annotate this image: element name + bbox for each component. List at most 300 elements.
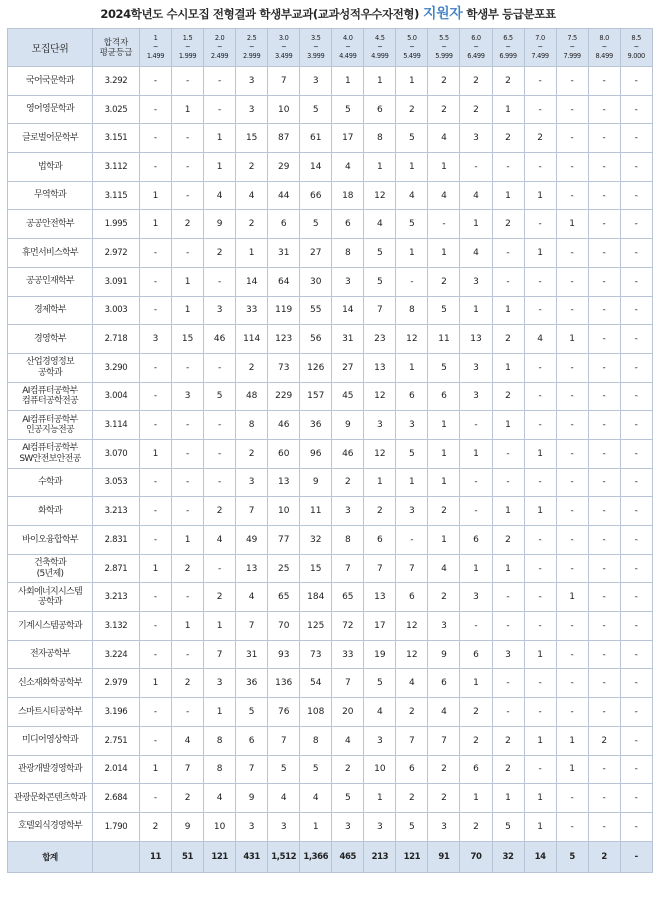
total-cell: 51 bbox=[172, 841, 204, 872]
range-start: 5.5 bbox=[439, 34, 449, 42]
count-cell: - bbox=[620, 755, 652, 784]
count-cell: 3 bbox=[364, 726, 396, 755]
dept-name: 기계시스템공학과 bbox=[8, 612, 93, 641]
count-cell: - bbox=[588, 210, 620, 239]
range-end: 8.499 bbox=[595, 52, 613, 60]
table-row bbox=[8, 411, 653, 440]
count-cell: - bbox=[204, 468, 236, 497]
range-start: 3.5 bbox=[310, 34, 321, 42]
count-cell: 2 bbox=[236, 439, 268, 468]
count-cell: 1 bbox=[428, 526, 460, 555]
count-cell: 54 bbox=[300, 669, 332, 698]
count-cell: 2 bbox=[236, 353, 268, 382]
dept-name: AI컴퓨터공학부 컴퓨터공학전공 bbox=[8, 382, 93, 411]
avg-grade: 3.025 bbox=[93, 95, 140, 124]
header-avg-line2: 평균등급 bbox=[99, 47, 133, 58]
total-cell: 431 bbox=[236, 841, 268, 872]
count-cell: 2 bbox=[332, 468, 364, 497]
table-row bbox=[8, 95, 653, 124]
count-cell: - bbox=[172, 439, 204, 468]
total-cell: 14 bbox=[524, 841, 556, 872]
count-cell: 1 bbox=[140, 755, 172, 784]
header-range-5 bbox=[300, 29, 332, 67]
range-end: 6.999 bbox=[499, 52, 517, 60]
count-cell: 6 bbox=[364, 526, 396, 555]
count-cell: 1 bbox=[556, 726, 588, 755]
count-cell: - bbox=[172, 583, 204, 612]
count-cell: - bbox=[620, 124, 652, 153]
count-cell: 46 bbox=[332, 439, 364, 468]
count-cell: 1 bbox=[460, 439, 492, 468]
count-cell: - bbox=[204, 554, 236, 583]
total-cell: - bbox=[620, 841, 652, 872]
header-range-1 bbox=[172, 29, 204, 67]
range-tilde: ~ bbox=[505, 43, 511, 51]
count-cell: 1 bbox=[428, 468, 460, 497]
count-cell: 1 bbox=[396, 153, 428, 182]
count-cell: 10 bbox=[204, 812, 236, 841]
count-cell: 1 bbox=[364, 153, 396, 182]
count-cell: 9 bbox=[172, 812, 204, 841]
count-cell: - bbox=[588, 554, 620, 583]
avg-grade: 3.196 bbox=[93, 698, 140, 727]
count-cell: 8 bbox=[396, 296, 428, 325]
total-cell: 5 bbox=[556, 841, 588, 872]
count-cell: 108 bbox=[300, 698, 332, 727]
count-cell: - bbox=[556, 95, 588, 124]
count-cell: 1 bbox=[428, 411, 460, 440]
count-cell: - bbox=[620, 812, 652, 841]
dept-name: 관광문화콘텐츠학과 bbox=[8, 784, 93, 813]
count-cell: - bbox=[140, 153, 172, 182]
count-cell: 4 bbox=[460, 239, 492, 268]
count-cell: 2 bbox=[140, 812, 172, 841]
count-cell: - bbox=[140, 612, 172, 641]
count-cell: 1 bbox=[492, 181, 524, 210]
count-cell: - bbox=[492, 267, 524, 296]
count-cell: - bbox=[556, 497, 588, 526]
count-cell: 1 bbox=[428, 239, 460, 268]
header-range-6 bbox=[332, 29, 364, 67]
count-cell: 1 bbox=[364, 468, 396, 497]
count-cell: 4 bbox=[204, 181, 236, 210]
count-cell: - bbox=[204, 439, 236, 468]
avg-grade: 3.213 bbox=[93, 497, 140, 526]
count-cell: 1 bbox=[524, 439, 556, 468]
count-cell: 2 bbox=[236, 210, 268, 239]
header-range-11 bbox=[492, 29, 524, 67]
dept-name: 경영학부 bbox=[8, 325, 93, 354]
count-cell: - bbox=[524, 382, 556, 411]
count-cell: 126 bbox=[300, 353, 332, 382]
avg-grade: 2.014 bbox=[93, 755, 140, 784]
range-tilde: ~ bbox=[377, 43, 383, 51]
range-tilde: ~ bbox=[601, 43, 607, 51]
count-cell: - bbox=[460, 153, 492, 182]
count-cell: 65 bbox=[268, 583, 300, 612]
count-cell: - bbox=[588, 239, 620, 268]
count-cell: - bbox=[620, 382, 652, 411]
count-cell: 2 bbox=[460, 698, 492, 727]
header-range-10 bbox=[460, 29, 492, 67]
avg-grade: 3.003 bbox=[93, 296, 140, 325]
count-cell: 25 bbox=[268, 554, 300, 583]
count-cell: 17 bbox=[332, 124, 364, 153]
count-cell: - bbox=[556, 353, 588, 382]
count-cell: - bbox=[396, 267, 428, 296]
count-cell: - bbox=[556, 67, 588, 96]
count-cell: - bbox=[620, 583, 652, 612]
count-cell: 5 bbox=[396, 812, 428, 841]
count-cell: 1 bbox=[204, 153, 236, 182]
count-cell: 2 bbox=[492, 726, 524, 755]
count-cell: 55 bbox=[300, 296, 332, 325]
count-cell: - bbox=[588, 612, 620, 641]
totals-label: 합계 bbox=[8, 841, 93, 872]
range-tilde: ~ bbox=[249, 43, 255, 51]
count-cell: 4 bbox=[364, 698, 396, 727]
count-cell: 3 bbox=[460, 267, 492, 296]
count-cell: - bbox=[620, 640, 652, 669]
count-cell: 87 bbox=[268, 124, 300, 153]
count-cell: 2 bbox=[492, 755, 524, 784]
count-cell: - bbox=[524, 554, 556, 583]
count-cell: 36 bbox=[236, 669, 268, 698]
count-cell: 4 bbox=[428, 181, 460, 210]
avg-grade: 2.684 bbox=[93, 784, 140, 813]
count-cell: 5 bbox=[428, 353, 460, 382]
count-cell: - bbox=[620, 439, 652, 468]
total-cell: 213 bbox=[364, 841, 396, 872]
table-row bbox=[8, 640, 653, 669]
range-start: 6.5 bbox=[503, 34, 513, 42]
count-cell: 1 bbox=[172, 296, 204, 325]
dept-name: AI컴퓨터공학부 인공지능전공 bbox=[8, 411, 93, 440]
avg-grade: 3.292 bbox=[93, 67, 140, 96]
count-cell: - bbox=[588, 296, 620, 325]
count-cell: 13 bbox=[236, 554, 268, 583]
count-cell: - bbox=[524, 153, 556, 182]
count-cell: 36 bbox=[300, 411, 332, 440]
count-cell: - bbox=[588, 411, 620, 440]
count-cell: 10 bbox=[268, 497, 300, 526]
count-cell: 15 bbox=[172, 325, 204, 354]
range-end: 3.499 bbox=[275, 52, 293, 60]
count-cell: 1 bbox=[460, 784, 492, 813]
count-cell: 1 bbox=[364, 784, 396, 813]
range-end: 7.999 bbox=[563, 52, 581, 60]
dept-name: 신소재화학공학부 bbox=[8, 669, 93, 698]
range-end: 5.999 bbox=[435, 52, 453, 60]
count-cell: 1 bbox=[556, 755, 588, 784]
count-cell: 73 bbox=[300, 640, 332, 669]
count-cell: 3 bbox=[236, 67, 268, 96]
table-row bbox=[8, 181, 653, 210]
count-cell: 2 bbox=[172, 554, 204, 583]
count-cell: - bbox=[428, 210, 460, 239]
count-cell: 1 bbox=[204, 612, 236, 641]
count-cell: 4 bbox=[204, 526, 236, 555]
table-row bbox=[8, 353, 653, 382]
count-cell: 93 bbox=[268, 640, 300, 669]
header-avg-line1: 합격자 bbox=[103, 37, 129, 48]
count-cell: 1 bbox=[140, 554, 172, 583]
count-cell: 11 bbox=[300, 497, 332, 526]
count-cell: - bbox=[620, 554, 652, 583]
count-cell: 3 bbox=[364, 411, 396, 440]
count-cell: 1 bbox=[236, 239, 268, 268]
count-cell: 3 bbox=[236, 812, 268, 841]
count-cell: - bbox=[172, 411, 204, 440]
dept-name: 무역학과 bbox=[8, 181, 93, 210]
count-cell: 4 bbox=[332, 153, 364, 182]
count-cell: 12 bbox=[396, 640, 428, 669]
count-cell: - bbox=[620, 325, 652, 354]
count-cell: 3 bbox=[332, 812, 364, 841]
range-tilde: ~ bbox=[281, 43, 287, 51]
count-cell: 2 bbox=[172, 210, 204, 239]
count-cell: - bbox=[172, 181, 204, 210]
count-cell: - bbox=[140, 583, 172, 612]
table-row bbox=[8, 210, 653, 239]
count-cell: 9 bbox=[300, 468, 332, 497]
count-cell: 31 bbox=[236, 640, 268, 669]
table-row bbox=[8, 239, 653, 268]
count-cell: - bbox=[620, 726, 652, 755]
count-cell: 2 bbox=[524, 124, 556, 153]
count-cell: 4 bbox=[236, 583, 268, 612]
count-cell: 4 bbox=[236, 181, 268, 210]
count-cell: - bbox=[588, 439, 620, 468]
count-cell: 46 bbox=[268, 411, 300, 440]
count-cell: - bbox=[588, 181, 620, 210]
count-cell: 7 bbox=[172, 755, 204, 784]
range-end: 4.999 bbox=[371, 52, 389, 60]
dept-name: AI컴퓨터공학부 SW안전보안전공 bbox=[8, 439, 93, 468]
count-cell: 56 bbox=[300, 325, 332, 354]
count-cell: - bbox=[556, 669, 588, 698]
count-cell: 1 bbox=[460, 554, 492, 583]
count-cell: - bbox=[588, 153, 620, 182]
avg-grade: 3.053 bbox=[93, 468, 140, 497]
count-cell: - bbox=[620, 698, 652, 727]
avg-grade: 3.091 bbox=[93, 267, 140, 296]
count-cell: 14 bbox=[332, 296, 364, 325]
count-cell: 1 bbox=[172, 267, 204, 296]
count-cell: 64 bbox=[268, 267, 300, 296]
count-cell: 5 bbox=[428, 296, 460, 325]
header-range-13 bbox=[556, 29, 588, 67]
count-cell: - bbox=[524, 95, 556, 124]
count-cell: 13 bbox=[364, 353, 396, 382]
count-cell: - bbox=[524, 411, 556, 440]
dept-name: 스마트시티공학부 bbox=[8, 698, 93, 727]
count-cell: - bbox=[620, 267, 652, 296]
dept-name: 공공인재학부 bbox=[8, 267, 93, 296]
count-cell: 61 bbox=[300, 124, 332, 153]
count-cell: 1 bbox=[492, 296, 524, 325]
header-range-3 bbox=[236, 29, 268, 67]
count-cell: - bbox=[204, 353, 236, 382]
count-cell: - bbox=[524, 296, 556, 325]
count-cell: 4 bbox=[268, 784, 300, 813]
range-end: 1.999 bbox=[178, 52, 197, 60]
count-cell: 2 bbox=[492, 325, 524, 354]
header-range-4 bbox=[268, 29, 300, 67]
header-range-7 bbox=[364, 29, 396, 67]
dept-name: 미디어영상학과 bbox=[8, 726, 93, 755]
dept-name: 법학과 bbox=[8, 153, 93, 182]
count-cell: 3 bbox=[396, 411, 428, 440]
count-cell: 13 bbox=[268, 468, 300, 497]
count-cell: 8 bbox=[300, 726, 332, 755]
range-start: 8.5 bbox=[631, 34, 642, 42]
count-cell: - bbox=[460, 411, 492, 440]
count-cell: 2 bbox=[204, 497, 236, 526]
count-cell: - bbox=[140, 353, 172, 382]
count-cell: - bbox=[524, 353, 556, 382]
count-cell: - bbox=[524, 267, 556, 296]
header-range-8 bbox=[396, 29, 428, 67]
count-cell: 2 bbox=[588, 726, 620, 755]
count-cell: 7 bbox=[396, 726, 428, 755]
dept-name: 관광개발경영학과 bbox=[8, 755, 93, 784]
count-cell: 5 bbox=[300, 210, 332, 239]
count-cell: 184 bbox=[300, 583, 332, 612]
count-cell: 7 bbox=[364, 554, 396, 583]
count-cell: 12 bbox=[364, 382, 396, 411]
count-cell: - bbox=[140, 640, 172, 669]
count-cell: - bbox=[588, 640, 620, 669]
count-cell: - bbox=[556, 411, 588, 440]
dept-name: 산업경영정보 공학과 bbox=[8, 353, 93, 382]
count-cell: 123 bbox=[268, 325, 300, 354]
count-cell: 3 bbox=[460, 353, 492, 382]
table-row bbox=[8, 726, 653, 755]
table-row bbox=[8, 612, 653, 641]
count-cell: 1 bbox=[460, 210, 492, 239]
total-cell: 465 bbox=[332, 841, 364, 872]
count-cell: - bbox=[556, 267, 588, 296]
count-cell: 3 bbox=[236, 95, 268, 124]
count-cell: - bbox=[140, 526, 172, 555]
count-cell: 4 bbox=[396, 669, 428, 698]
count-cell: 2 bbox=[428, 67, 460, 96]
count-cell: - bbox=[588, 124, 620, 153]
range-start: 2.5 bbox=[246, 34, 257, 42]
avg-grade: 2.871 bbox=[93, 554, 140, 583]
avg-grade: 2.751 bbox=[93, 726, 140, 755]
count-cell: 10 bbox=[268, 95, 300, 124]
dept-name: 휴먼서비스학부 bbox=[8, 239, 93, 268]
count-cell: 7 bbox=[236, 755, 268, 784]
range-start: 4.0 bbox=[343, 34, 353, 42]
table-row bbox=[8, 554, 653, 583]
count-cell: - bbox=[140, 497, 172, 526]
count-cell: 119 bbox=[268, 296, 300, 325]
count-cell: 8 bbox=[364, 124, 396, 153]
count-cell: 136 bbox=[268, 669, 300, 698]
count-cell: 1 bbox=[140, 669, 172, 698]
count-cell: - bbox=[620, 95, 652, 124]
count-cell: - bbox=[588, 468, 620, 497]
count-cell: - bbox=[140, 239, 172, 268]
count-cell: 14 bbox=[236, 267, 268, 296]
count-cell: 4 bbox=[428, 554, 460, 583]
count-cell: 3 bbox=[460, 124, 492, 153]
dept-name: 글로벌어문학부 bbox=[8, 124, 93, 153]
count-cell: 1 bbox=[172, 95, 204, 124]
count-cell: 2 bbox=[236, 153, 268, 182]
count-cell: 5 bbox=[492, 812, 524, 841]
count-cell: - bbox=[140, 67, 172, 96]
count-cell: 20 bbox=[332, 698, 364, 727]
range-tilde: ~ bbox=[537, 43, 543, 51]
count-cell: 5 bbox=[364, 669, 396, 698]
count-cell: 2 bbox=[204, 583, 236, 612]
avg-grade: 2.979 bbox=[93, 669, 140, 698]
count-cell: - bbox=[492, 698, 524, 727]
count-cell: 4 bbox=[300, 784, 332, 813]
range-end: 6.499 bbox=[467, 52, 485, 60]
count-cell: - bbox=[172, 353, 204, 382]
title-suffix: 학생부 등급분포표 bbox=[466, 7, 556, 21]
count-cell: - bbox=[204, 95, 236, 124]
count-cell: 9 bbox=[236, 784, 268, 813]
count-cell: - bbox=[204, 411, 236, 440]
count-cell: 3 bbox=[492, 640, 524, 669]
count-cell: 31 bbox=[332, 325, 364, 354]
total-cell: 121 bbox=[396, 841, 428, 872]
count-cell: - bbox=[492, 239, 524, 268]
count-cell: - bbox=[556, 181, 588, 210]
range-start: 5.0 bbox=[407, 34, 417, 42]
count-cell: - bbox=[524, 583, 556, 612]
count-cell: 5 bbox=[364, 267, 396, 296]
count-cell: - bbox=[140, 698, 172, 727]
count-cell: - bbox=[140, 726, 172, 755]
count-cell: 125 bbox=[300, 612, 332, 641]
count-cell: 1 bbox=[492, 353, 524, 382]
count-cell: 4 bbox=[428, 698, 460, 727]
avg-grade: 3.114 bbox=[93, 411, 140, 440]
range-start: 4.5 bbox=[375, 34, 385, 42]
count-cell: 49 bbox=[236, 526, 268, 555]
count-cell: - bbox=[524, 526, 556, 555]
count-cell: 2 bbox=[428, 755, 460, 784]
count-cell: 5 bbox=[300, 755, 332, 784]
count-cell: - bbox=[556, 640, 588, 669]
count-cell: 3 bbox=[140, 325, 172, 354]
count-cell: 1 bbox=[300, 812, 332, 841]
table-row bbox=[8, 325, 653, 354]
count-cell: - bbox=[588, 382, 620, 411]
count-cell: - bbox=[140, 468, 172, 497]
count-cell: 66 bbox=[300, 181, 332, 210]
count-cell: 1 bbox=[140, 181, 172, 210]
count-cell: 157 bbox=[300, 382, 332, 411]
count-cell: 45 bbox=[332, 382, 364, 411]
count-cell: - bbox=[556, 296, 588, 325]
table-row bbox=[8, 812, 653, 841]
count-cell: 5 bbox=[268, 755, 300, 784]
range-end: 1.499 bbox=[146, 52, 165, 60]
count-cell: 32 bbox=[300, 526, 332, 555]
count-cell: - bbox=[172, 124, 204, 153]
count-cell: 1 bbox=[524, 726, 556, 755]
count-cell: 5 bbox=[396, 439, 428, 468]
count-cell: 1 bbox=[492, 411, 524, 440]
